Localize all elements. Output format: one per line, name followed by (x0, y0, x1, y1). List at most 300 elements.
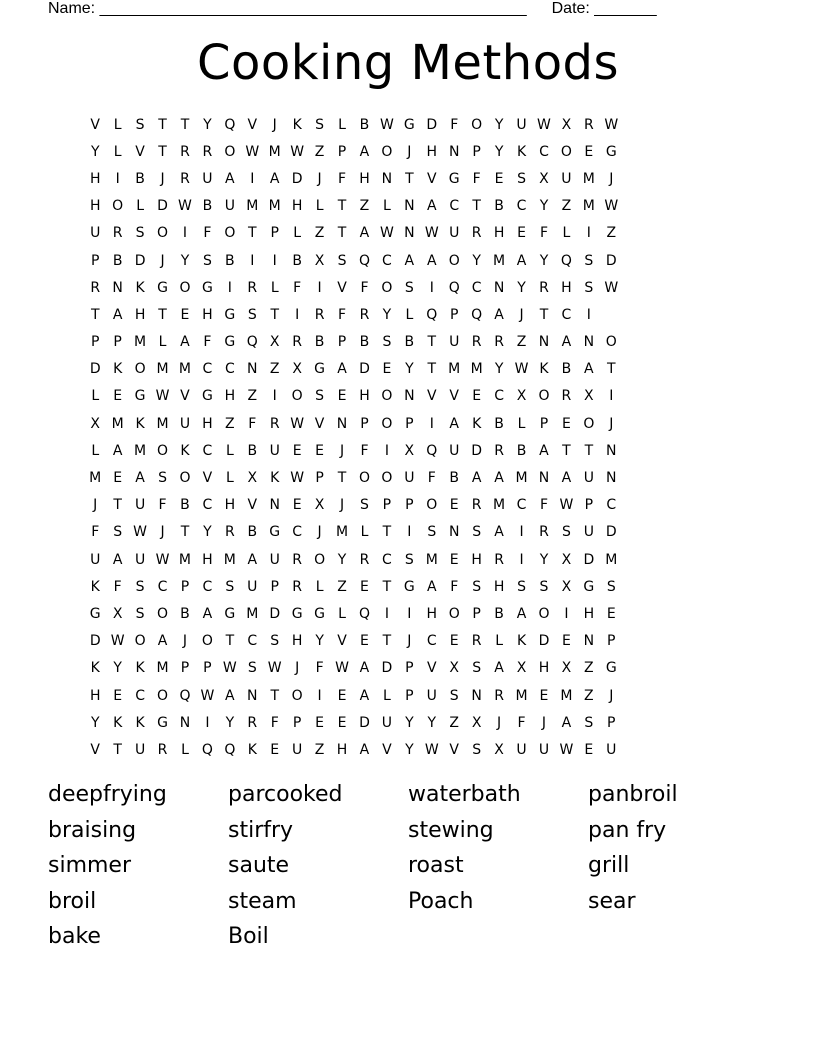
grid-letter: R (471, 225, 482, 242)
grid-letter: E (292, 497, 302, 514)
grid-letter: Y (405, 741, 414, 758)
grid-letter: O (381, 415, 393, 432)
grid-letter: A (494, 306, 504, 323)
grid-letter: R (180, 143, 190, 160)
grid-letter: L (405, 306, 414, 323)
grid-letter: J (609, 170, 614, 187)
grid-letter: E (113, 470, 123, 487)
grid-letter: M (470, 361, 483, 378)
grid-letter: P (449, 306, 459, 323)
grid-letter: U (90, 225, 101, 242)
grid-letter: W (604, 279, 619, 296)
grid-letter: M (582, 198, 595, 215)
grid-letter: E (337, 388, 347, 405)
grid-letter: H (583, 605, 595, 622)
grid-letter: S (449, 687, 459, 704)
grid-letter: N (381, 170, 393, 187)
grid-letter: N (606, 470, 617, 487)
grid-letter: M (448, 361, 461, 378)
grid-letter: Q (224, 116, 236, 133)
grid-letter: H (291, 633, 303, 650)
grid-letter: F (338, 170, 347, 187)
grid-letter: I (407, 524, 412, 541)
grid-letter: Q (179, 687, 191, 704)
grid-letter: I (519, 524, 524, 541)
grid-letter: O (381, 279, 393, 296)
grid-letter: T (539, 306, 549, 323)
grid-letter: W (335, 660, 349, 677)
grid-letter: O (471, 116, 483, 133)
grid-letter: Q (426, 306, 438, 323)
grid-letter: R (269, 415, 280, 432)
grid-letter: X (247, 470, 258, 487)
grid-letter: D (134, 252, 146, 269)
grid-letter: P (405, 497, 414, 514)
grid-letter: M (246, 198, 259, 215)
grid-letter: P (180, 578, 190, 595)
grid-letter: S (225, 578, 235, 595)
grid-letter: G (605, 143, 617, 160)
grid-letter: B (494, 605, 504, 622)
grid-letter: Y (405, 714, 414, 731)
grid-letter: S (539, 578, 549, 595)
grid-letter: E (584, 143, 594, 160)
grid-letter: S (584, 279, 594, 296)
grid-letter: W (290, 415, 305, 432)
grid-letter: F (315, 660, 324, 677)
grid-letter: P (472, 143, 481, 160)
grid-letter: F (158, 497, 167, 514)
grid-letter: B (180, 497, 190, 514)
grid-letter: V (90, 116, 100, 133)
grid-letter: N (112, 279, 123, 296)
grid-letter: C (561, 306, 572, 323)
grid-letter: C (539, 143, 549, 160)
grid-letter: H (426, 143, 438, 160)
grid-letter: U (134, 741, 146, 758)
grid-letter: S (517, 578, 526, 595)
grid-letter: A (426, 252, 437, 269)
grid-letter: P (90, 334, 100, 351)
grid-letter: T (382, 578, 392, 595)
grid-letter: S (202, 252, 212, 269)
grid-letter: H (202, 306, 213, 323)
grid-letter: R (539, 524, 549, 541)
grid-letter: I (272, 388, 277, 405)
grid-letter: Y (225, 714, 235, 731)
grid-letter: T (158, 306, 167, 323)
grid-letter: U (269, 551, 280, 568)
grid-letter: F (338, 306, 347, 323)
grid-letter: P (315, 470, 324, 487)
grid-letter: N (538, 334, 550, 351)
grid-letter: A (202, 605, 213, 622)
grid-letter: S (472, 660, 482, 677)
grid-letter: S (135, 225, 145, 242)
grid-letter: G (291, 605, 303, 622)
grid-letter: F (427, 470, 436, 487)
grid-letter: E (337, 687, 347, 704)
grid-letter: D (359, 361, 370, 378)
grid-letter: O (157, 605, 169, 622)
grid-letter: J (541, 714, 547, 731)
grid-letter: V (426, 170, 437, 187)
grid-letter: F (360, 442, 369, 459)
grid-letter: I (407, 605, 412, 622)
grid-letter: Y (539, 551, 549, 568)
grid-row (84, 220, 735, 247)
grid-letter: W (290, 470, 305, 487)
grid-letter: Y (90, 714, 100, 731)
grid-letter: U (449, 442, 460, 459)
grid-letter: L (91, 442, 100, 459)
grid-letter: J (160, 524, 165, 541)
name-field-label[interactable]: Name: ________________________________________________ (48, 0, 527, 17)
grid-letter: C (202, 497, 213, 514)
grid-letter: R (292, 551, 303, 568)
grid-letter: F (293, 279, 302, 296)
grid-letter: F (203, 334, 212, 351)
grid-letter: E (337, 714, 347, 731)
grid-letter: O (605, 334, 617, 351)
grid-letter: I (519, 551, 524, 568)
grid-letter: M (178, 361, 192, 378)
grid-letter: H (224, 497, 236, 514)
grid-letter: O (291, 687, 303, 704)
grid-letter: G (134, 388, 146, 405)
grid-letter: T (270, 306, 279, 323)
grid-letter: W (559, 497, 574, 514)
grid-row (84, 492, 735, 519)
grid-letter: U (381, 714, 393, 731)
grid-letter: A (247, 551, 258, 568)
grid-letter: T (382, 633, 392, 650)
grid-letter: S (270, 633, 280, 650)
grid-letter: B (359, 116, 370, 133)
grid-letter: R (292, 578, 303, 595)
grid-letter: V (426, 388, 437, 405)
grid-letter: L (270, 279, 279, 296)
grid-letter: R (247, 279, 258, 296)
grid-letter: G (89, 605, 101, 622)
grid-letter: T (427, 334, 437, 351)
grid-letter: X (539, 170, 549, 187)
grid-letter: E (472, 388, 482, 405)
grid-letter: U (247, 578, 258, 595)
grid-letter: L (293, 225, 302, 242)
grid-letter: L (383, 198, 391, 215)
grid-letter: F (472, 170, 481, 187)
grid-letter: D (605, 524, 617, 541)
grid-letter: V (337, 633, 347, 650)
grid-letter: O (179, 279, 191, 296)
grid-row (84, 383, 735, 410)
grid-letter: P (337, 334, 347, 351)
grid-letter: C (516, 198, 527, 215)
grid-letter: B (292, 252, 302, 269)
grid-letter: M (560, 687, 573, 704)
grid-letter: A (494, 470, 504, 487)
grid-letter: O (179, 470, 191, 487)
grid-letter: X (269, 334, 280, 351)
grid-letter: A (157, 633, 168, 650)
grid-letter: A (225, 687, 235, 704)
grid-letter: O (201, 633, 213, 650)
grid-letter: U (224, 198, 235, 215)
grid-row (84, 301, 735, 328)
grid-row (84, 247, 735, 274)
grid-letter: F (450, 116, 459, 133)
grid-letter: Y (472, 252, 481, 269)
grid-row (84, 736, 735, 763)
grid-letter: U (516, 741, 527, 758)
grid-letter: Y (539, 252, 549, 269)
grid-letter: E (494, 170, 504, 187)
grid-letter: W (155, 551, 170, 568)
grid-letter: G (605, 660, 617, 677)
grid-letter: G (224, 306, 236, 323)
grid-letter: G (201, 388, 213, 405)
grid-letter: F (113, 578, 122, 595)
grid-letter: A (426, 198, 437, 215)
grid-letter: T (607, 361, 616, 378)
grid-letter: A (561, 714, 572, 731)
grid-letter: S (315, 388, 325, 405)
grid-letter: W (133, 524, 148, 541)
grid-letter: F (248, 415, 257, 432)
grid-letter: W (222, 660, 237, 677)
grid-letter: A (359, 687, 370, 704)
grid-letter: H (89, 198, 101, 215)
grid-letter: S (472, 524, 482, 541)
grid-letter: X (112, 605, 123, 622)
grid-letter: L (517, 415, 526, 432)
date-field-label[interactable]: Date: _______ (551, 0, 657, 17)
grid-letter: H (89, 687, 101, 704)
grid-letter: Y (405, 361, 414, 378)
grid-letter: I (586, 225, 591, 242)
grid-letter: K (135, 415, 145, 432)
grid-letter: D (89, 633, 101, 650)
grid-letter: I (115, 170, 120, 187)
grid-letter: B (494, 415, 504, 432)
page-title: Cooking Methods (196, 35, 620, 91)
grid-letter: Q (201, 741, 213, 758)
grid-letter: L (113, 116, 122, 133)
grid-letter: E (113, 388, 123, 405)
grid-letter: N (448, 524, 460, 541)
grid-letter: J (519, 306, 524, 323)
grid-row (84, 573, 735, 600)
grid-letter: T (337, 470, 347, 487)
word-search-grid (84, 111, 735, 764)
grid-letter: T (405, 170, 414, 187)
grid-row (84, 437, 735, 464)
grid-letter: I (272, 252, 277, 269)
grid-letter: G (157, 279, 168, 296)
grid-letter: V (449, 741, 459, 758)
grid-letter: S (158, 470, 167, 487)
grid-letter: V (202, 470, 213, 487)
grid-letter: C (426, 633, 437, 650)
grid-letter: D (157, 198, 168, 215)
grid-letter: K (539, 361, 549, 378)
grid-letter: I (317, 279, 322, 296)
grid-letter: P (539, 415, 549, 432)
word-list-item: deepfrying (48, 782, 167, 807)
grid-letter: U (404, 470, 415, 487)
grid-letter: L (562, 225, 571, 242)
grid-letter: G (157, 714, 168, 731)
grid-letter: N (404, 198, 415, 215)
grid-letter: A (112, 442, 123, 459)
grid-row (84, 138, 735, 165)
grid-letter: D (426, 116, 438, 133)
grid-letter: R (494, 442, 504, 459)
grid-letter: L (360, 524, 369, 541)
grid-letter: N (247, 687, 258, 704)
grid-letter: N (538, 470, 550, 487)
grid-letter: U (606, 741, 617, 758)
grid-letter: D (359, 714, 370, 731)
grid-letter: P (405, 415, 414, 432)
grid-letter: T (180, 116, 190, 133)
grid-letter: Y (494, 143, 504, 160)
grid-letter: M (111, 415, 124, 432)
grid-letter: E (449, 633, 459, 650)
grid-letter: R (494, 687, 504, 704)
grid-letter: A (494, 660, 504, 677)
grid-letter: V (382, 741, 392, 758)
grid-row (84, 329, 735, 356)
grid-letter: D (471, 442, 483, 459)
grid-letter: V (426, 660, 437, 677)
grid-letter: L (383, 687, 391, 704)
grid-letter: R (157, 741, 168, 758)
grid-row (84, 274, 735, 301)
grid-letter: M (515, 687, 528, 704)
grid-letter: T (562, 442, 571, 459)
grid-letter: T (158, 116, 167, 133)
grid-letter: Y (337, 551, 347, 568)
grid-letter: J (407, 633, 412, 650)
grid-letter: M (335, 524, 349, 541)
grid-letter: R (112, 225, 123, 242)
grid-letter: X (494, 741, 504, 758)
grid-letter: X (449, 660, 460, 677)
grid-letter: X (471, 714, 482, 731)
grid-letter: C (449, 198, 460, 215)
grid-letter: B (404, 334, 415, 351)
grid-letter: O (157, 687, 169, 704)
grid-letter: R (494, 334, 504, 351)
grid-letter: U (538, 741, 550, 758)
grid-letter: Z (359, 198, 370, 215)
grid-letter: H (202, 415, 213, 432)
grid-letter: J (317, 524, 322, 541)
grid-letter: V (90, 741, 100, 758)
grid-letter: R (180, 170, 190, 187)
grid-letter: K (292, 116, 302, 133)
grid-letter: B (112, 252, 123, 269)
grid-letter: T (427, 361, 437, 378)
grid-letter: X (561, 660, 572, 677)
grid-letter: G (314, 605, 326, 622)
grid-letter: A (359, 660, 370, 677)
grid-letter: E (606, 605, 616, 622)
grid-row (84, 600, 735, 627)
grid-letter: K (90, 660, 100, 677)
grid-letter: D (583, 551, 595, 568)
grid-letter: U (269, 442, 280, 459)
grid-letter: Y (180, 252, 190, 269)
grid-letter: A (404, 252, 415, 269)
grid-letter: N (179, 714, 191, 731)
grid-letter: H (134, 306, 146, 323)
grid-letter: M (134, 442, 147, 459)
grid-letter: O (538, 605, 550, 622)
grid-letter: G (224, 334, 236, 351)
grid-letter: O (381, 470, 393, 487)
grid-letter: R (539, 279, 549, 296)
grid-letter: S (584, 252, 594, 269)
grid-letter: Z (449, 714, 460, 731)
grid-letter: R (359, 306, 370, 323)
grid-letter: O (157, 442, 169, 459)
grid-letter: S (135, 578, 145, 595)
grid-letter: B (494, 198, 504, 215)
grid-letter: B (202, 198, 213, 215)
grid-letter: D (381, 660, 393, 677)
grid-letter: Q (560, 252, 572, 269)
grid-letter: O (291, 388, 303, 405)
grid-letter: U (583, 470, 594, 487)
grid-letter: G (403, 578, 415, 595)
grid-letter: B (561, 361, 572, 378)
grid-letter: L (225, 470, 234, 487)
grid-letter: P (337, 143, 347, 160)
grid-row (84, 111, 735, 138)
grid-letter: A (561, 470, 572, 487)
grid-letter: M (223, 551, 236, 568)
word-list-item: saute (228, 853, 290, 879)
grid-letter: B (135, 170, 145, 187)
grid-letter: K (113, 714, 123, 731)
grid-letter: V (180, 388, 190, 405)
grid-letter: X (314, 497, 325, 514)
grid-letter: K (270, 470, 280, 487)
grid-letter: E (517, 225, 526, 242)
grid-letter: S (247, 306, 257, 323)
grid-letter: C (135, 687, 145, 704)
grid-letter: F (360, 279, 369, 296)
grid-letter: E (270, 741, 280, 758)
grid-letter: U (583, 524, 594, 541)
grid-letter: A (539, 442, 549, 459)
grid-letter: Q (358, 252, 370, 269)
grid-letter: W (559, 741, 574, 758)
grid-letter: O (314, 551, 326, 568)
grid-letter: V (247, 116, 258, 133)
grid-letter: A (135, 470, 145, 487)
grid-letter: F (539, 225, 548, 242)
grid-letter: L (495, 633, 503, 650)
grid-letter: F (203, 225, 212, 242)
grid-letter: A (584, 361, 594, 378)
grid-letter: S (135, 116, 145, 133)
name-date-line (48, 0, 657, 18)
grid-letter: W (379, 225, 394, 242)
